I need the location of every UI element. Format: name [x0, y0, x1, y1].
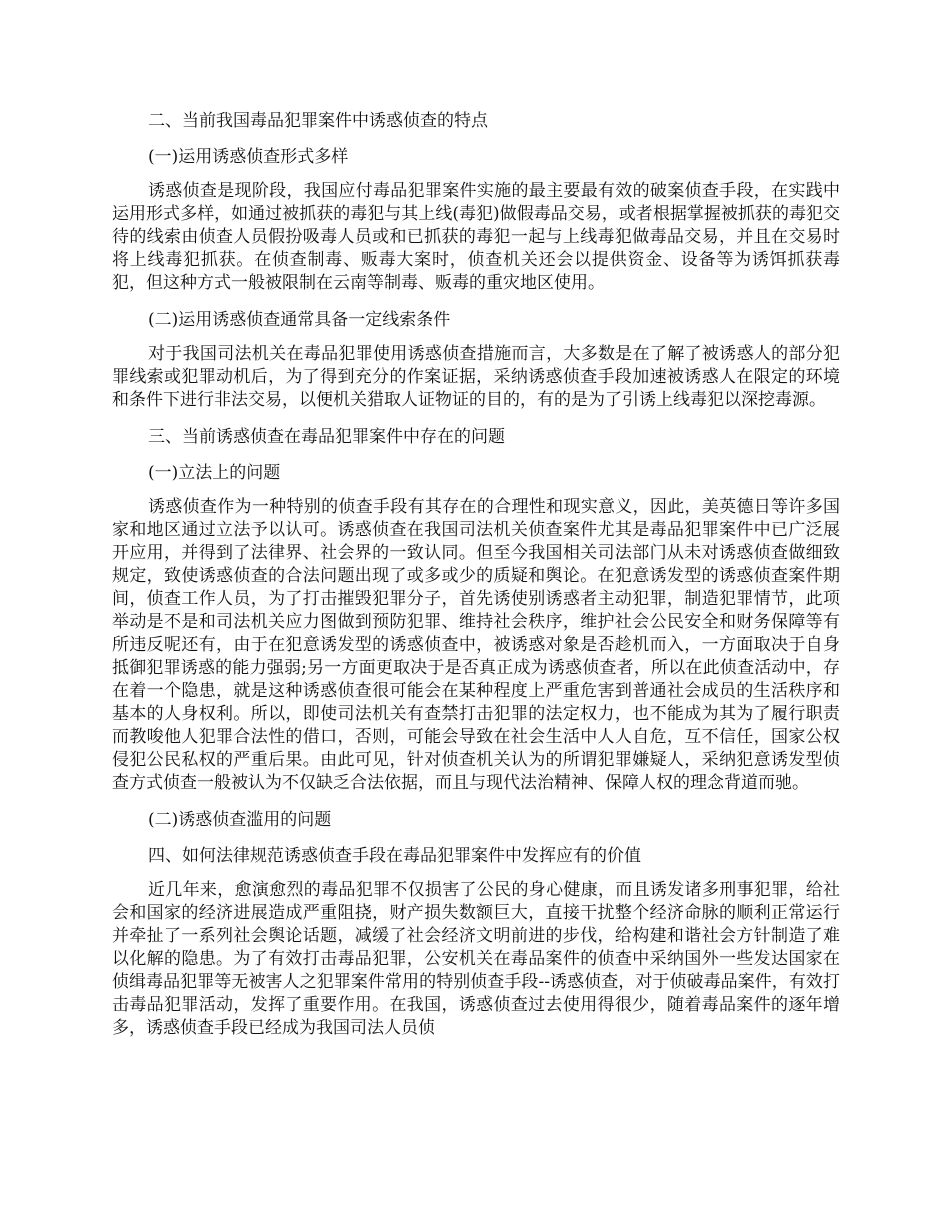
paragraph-4-1: 近几年来，愈演愈烈的毒品犯罪不仅损害了公民的身心健康，而且诱发诸多刑事犯罪，给社会和国家的经济进展造成严重阻挠，财产损失数额巨大，直接干扰整个经济命脉的顺利正常运行并牵扯了一系列社会舆论话题，减缓了社会经济文明前进的步伐，给构建和谐社会方针制造了难以化解的隐患。为了有效打击毒品犯罪，公安机关在毒品案件的侦查中采纳国外一些发达国家在侦缉毒品犯罪等无被害人之犯罪案件常用的特别侦查手段--诱惑侦查，对于侦破毒品案件，有效打击毒品犯罪活动，发挥了重要作用。在我国，诱惑侦查过去使用得很少，随着毒品案件的逐年增多，诱惑侦查手段已经成为我国司法人员侦: [112, 880, 840, 1038]
paragraph-2-1: 诱惑侦查是现阶段，我国应付毒品犯罪案件实施的最主要最有效的破案侦查手段，在实践中运用形式多样，如通过被抓获的毒犯与其上线(毒犯)做假毒品交易，或者根据掌握被抓获的毒犯交待的线索由侦查人员假扮吸毒人员或和已抓获的毒犯一起与上线毒犯做毒品交易，并且在交易时将上线毒犯抓获。在侦查制毒、贩毒大案时，侦查机关还会以提供资金、设备等为诱饵抓获毒犯，但这种方式一般被限制在云南等制毒、贩毒的重灾地区使用。: [112, 181, 840, 293]
section-heading-3: 三、当前诱惑侦查在毒品犯罪案件中存在的问题: [148, 427, 505, 447]
subsection-heading-3-2: (二)诱惑侦查滥用的问题: [148, 810, 332, 830]
subsection-heading-3-1: (一)立法上的问题: [148, 463, 281, 483]
subsection-heading-2-1: (一)运用诱惑侦查形式多样: [148, 147, 349, 167]
section-heading-4: 四、如何法律规范诱惑侦查手段在毒品犯罪案件中发挥应有的价值: [148, 846, 641, 866]
document-page: [112, 108, 840, 1040]
section-heading-2: 二、当前我国毒品犯罪案件中诱惑侦查的特点: [148, 111, 488, 131]
paragraph-3-1: 诱惑侦查作为一种特别的侦查手段有其存在的合理性和现实意义，因此，美英德日等许多国家和地区通过立法予以认可。诱惑侦查在我国司法机关侦查案件尤其是毒品犯罪案件中已广泛展开应用，并得到了法律界、社会界的一致认同。但至今我国相关司法部门从未对诱惑侦查做细致规定，致使诱惑侦查的合法问题出现了或多或少的质疑和舆论。在犯意诱发型的诱惑侦查案件期间，侦查工作人员，为了打击摧毁犯罪分子，首先诱使别诱惑者主动犯罪，制造犯罪情节，此项举动是不是和司法机关应力图做到预防犯罪、维持社会秩序，维护社会公民安全和财务保障等有所违反呢还有，由于在犯意诱发型的诱惑侦查中，被诱惑对象是否趁机而入，一方面取决于自身抵御犯罪诱惑的能力强弱;另一方面更取决于是否真正成为诱惑侦查者，所以在此侦查活动中，存在着一个隐患，就是这种诱惑侦查很可能会在某种程度上严重危害到普通社会成员的生活秩序和基本的人身权利。所以，即使司法机关有查禁打击犯罪的法定权力，也不能成为其为了履行职责而教唆他人犯罪合法性的借口，否则，可能会导致在社会生活中人人自危，互不信任，国家公权侵犯公民私权的严重后果。由此可见，针对侦查机关认为的所谓犯罪嫌疑人，采纳犯意诱发型侦查方式侦查一般被认为不仅缺乏合法依据，而且与现代法治精神、保障人权的理念背道而驰。: [112, 497, 840, 793]
subsection-heading-2-2: (二)运用诱惑侦查通常具备一定线索条件: [148, 310, 451, 330]
paragraph-2-2: 对于我国司法机关在毒品犯罪使用诱惑侦查措施而言，大多数是在了解了被诱惑人的部分犯罪线索或犯罪动机后，为了得到充分的作案证据，采纳诱惑侦查手段加速被诱惑人在限定的环境和条件下进行非法交易，以便机关猎取人证物证的目的，有的是为了引诱上线毒犯以深挖毒源。: [112, 344, 840, 410]
